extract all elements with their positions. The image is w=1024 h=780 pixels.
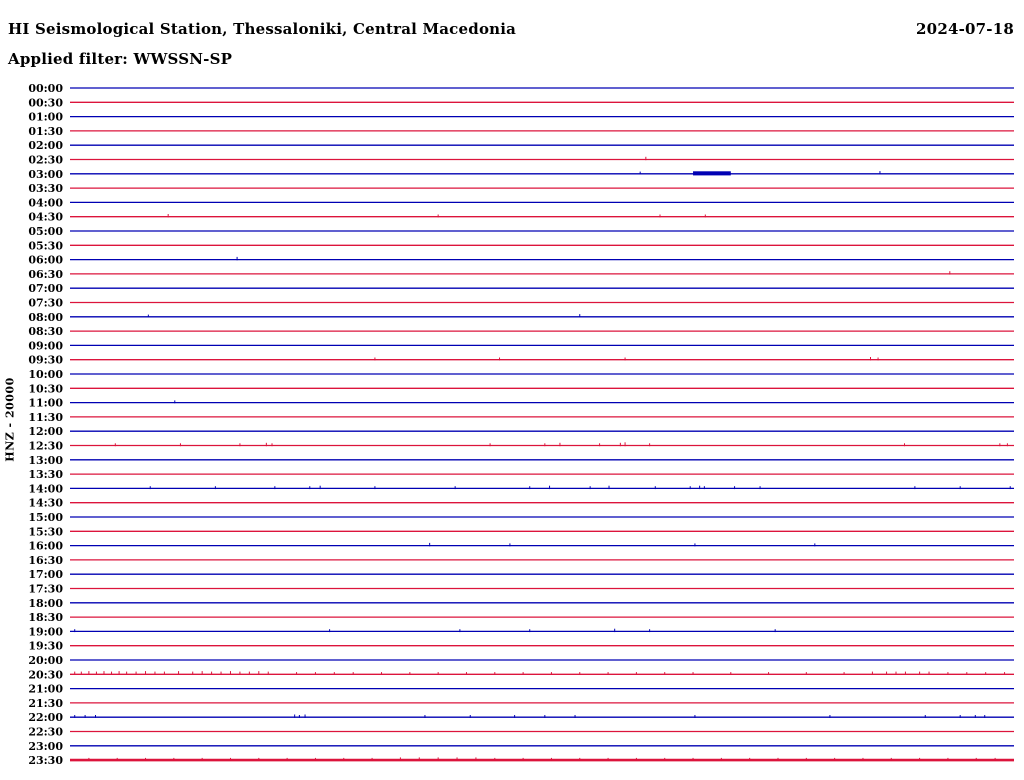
time-label: 20:00 [28,654,63,667]
time-label: 01:00 [28,110,63,124]
page-title: HI Seismological Station, Thessaloniki, Central Macedonia [8,20,517,38]
time-label: 05:00 [28,225,63,238]
time-label: 18:30 [28,611,63,625]
time-label: 09:30 [28,353,63,367]
time-label: 12:30 [28,439,63,453]
time-label: 03:30 [28,182,63,196]
time-label: 22:30 [28,725,63,739]
time-label: 17:30 [28,582,63,596]
time-label: 00:00 [28,82,63,95]
time-label: 13:30 [28,468,63,482]
time-label: 23:00 [28,739,63,753]
time-label: 04:30 [28,210,63,224]
time-label: 19:00 [28,625,63,639]
time-label: 08:30 [28,325,63,339]
time-label: 23:30 [28,754,63,768]
time-label: 06:30 [28,267,63,281]
time-label: 14:00 [28,482,63,496]
time-label: 10:00 [28,368,63,381]
time-label: 21:30 [28,696,63,710]
time-label: 09:00 [28,339,63,353]
time-label: 05:30 [28,239,63,253]
time-label: 14:30 [28,496,63,510]
time-label: 15:30 [28,525,63,539]
date-label: 2024-07-18 [916,20,1014,38]
trace-event-segment [693,171,731,175]
time-label: 10:30 [28,382,63,396]
time-label: 16:30 [28,553,63,567]
channel-axis-label: HNZ - 20000 [3,377,17,462]
time-label: 12:00 [28,425,63,439]
time-label: 08:00 [28,310,63,324]
time-label: 07:00 [28,282,63,296]
time-label: 07:30 [28,296,63,310]
time-label: 11:00 [28,396,63,410]
time-label: 19:30 [28,639,63,653]
filter-label: Applied filter: WWSSN-SP [8,50,233,68]
time-label: 02:00 [28,139,63,153]
time-label: 22:00 [28,711,63,725]
time-label: 21:00 [28,682,63,696]
time-label: 00:30 [28,96,63,110]
time-label: 18:00 [28,596,63,610]
time-label: 16:00 [28,539,63,553]
time-label: 03:00 [28,167,63,181]
time-label: 13:00 [28,453,63,467]
time-label: 02:30 [28,153,63,167]
time-label: 20:30 [28,668,63,682]
time-label: 04:00 [28,196,63,210]
time-label: 06:00 [28,253,63,267]
time-label: 17:00 [28,568,63,582]
time-label: 11:30 [28,410,63,424]
time-label: 01:30 [28,124,63,138]
time-label: 15:00 [28,511,63,524]
